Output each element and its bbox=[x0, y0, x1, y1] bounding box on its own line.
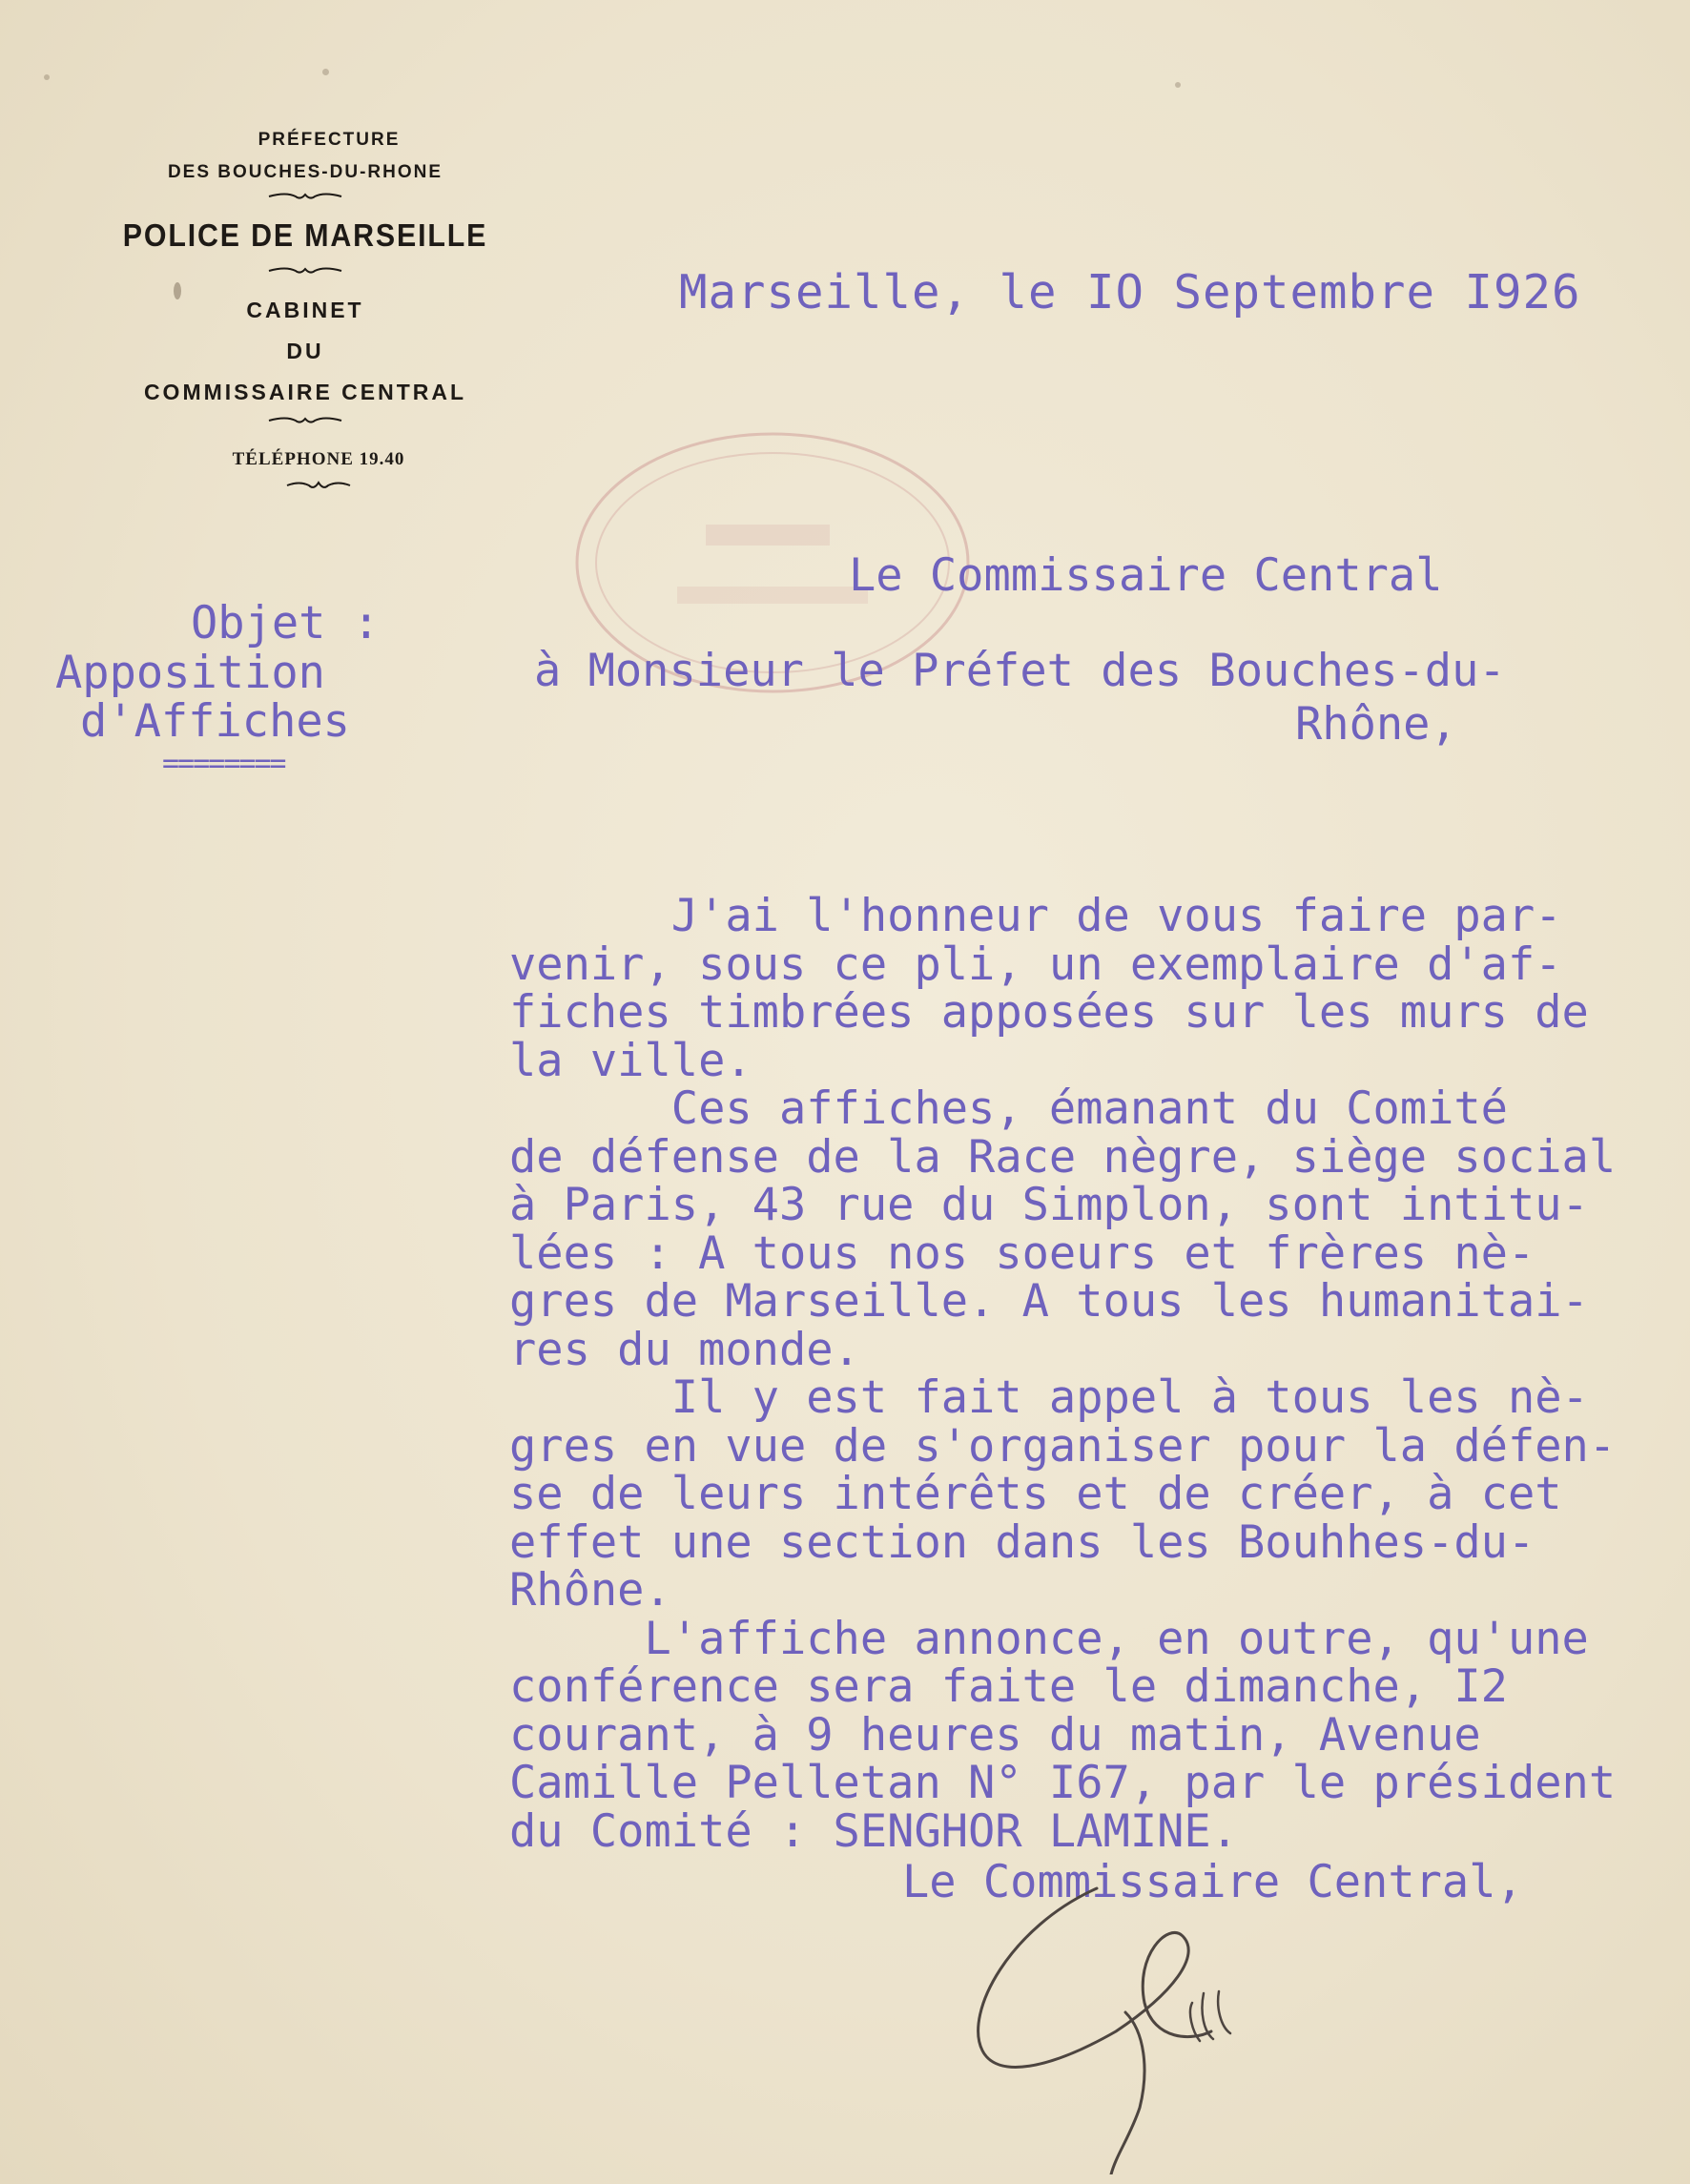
handwritten-signature bbox=[954, 1850, 1316, 2174]
body-line: se de leurs intérêts et de créer, à cet bbox=[509, 1468, 1562, 1520]
body-line: L'affiche annonce, en outre, qu'une bbox=[509, 1612, 1589, 1665]
body-line: J'ai l'honneur de vous faire par- bbox=[509, 890, 1562, 942]
paper-spot bbox=[1175, 82, 1181, 88]
subject-underline: ======== bbox=[162, 747, 285, 781]
ornament-divider-icon bbox=[95, 189, 515, 208]
body-line: Ces affiches, émanant du Comité bbox=[509, 1082, 1508, 1135]
letterhead-telephone: TÉLÉPHONE 19.40 bbox=[232, 449, 405, 469]
body-line: Camille Pelletan N° I67, par le président bbox=[509, 1757, 1617, 1809]
sender-title: Le Commissaire Central bbox=[849, 549, 1443, 602]
letterhead-du: DU bbox=[286, 339, 324, 363]
letterhead-department: DES BOUCHES-DU-RHONE bbox=[167, 162, 443, 182]
body-line: res du monde. bbox=[509, 1323, 860, 1376]
body-line: la ville. bbox=[509, 1034, 752, 1087]
closing-signature-title: Le Commissaire Central, bbox=[902, 1856, 1523, 1908]
paper-spot bbox=[174, 282, 181, 299]
ornament-divider-icon bbox=[95, 263, 515, 282]
body-line: à Paris, 43 rue du Simplon, sont intitu- bbox=[509, 1179, 1589, 1231]
letterhead-commissaire: COMMISSAIRE CENTRAL bbox=[143, 380, 467, 404]
recipient-line-1: à Monsieur le Préfet des Bouches-du- bbox=[534, 645, 1506, 697]
body-line: gres de Marseille. A tous les humanitai- bbox=[509, 1275, 1589, 1328]
body-line: lées : A tous nos soeurs et frères nè- bbox=[509, 1226, 1535, 1280]
body-line: courant, à 9 heures du matin, Avenue bbox=[509, 1708, 1481, 1762]
body-line: fiches timbrées apposées sur les murs de bbox=[509, 986, 1589, 1039]
letterhead-prefecture: PRÉFECTURE bbox=[258, 130, 401, 150]
letter-body bbox=[509, 890, 1682, 1858]
subject-block bbox=[55, 599, 399, 780]
body-line: du Comité : SENGHOR LAMINE. bbox=[509, 1804, 1239, 1858]
body-line: Rhône. bbox=[509, 1564, 671, 1617]
body-line: venir, sous ce pli, un exemplaire d'af- bbox=[509, 937, 1562, 991]
paper-spot bbox=[322, 69, 329, 75]
letter-date: Marseille, le IO Septembre I926 bbox=[679, 265, 1581, 319]
subject-label: Objet : bbox=[191, 597, 381, 649]
body-line: de défense de la Race nègre, siège social bbox=[509, 1130, 1617, 1184]
letterhead-cabinet: CABINET bbox=[246, 298, 364, 322]
body-line: conférence sera faite le dimanche, I2 bbox=[509, 1660, 1508, 1713]
body-line: effet une section dans les Bouhhes-du- bbox=[509, 1515, 1535, 1569]
subject-line-1: Apposition bbox=[55, 646, 325, 699]
subject-line-2: d'Affiches bbox=[80, 695, 350, 749]
recipient-line-2: Rhône, bbox=[1295, 698, 1457, 751]
ornament-divider-icon bbox=[95, 413, 515, 432]
body-line: gres en vue de s'organiser pour la défen- bbox=[509, 1419, 1617, 1473]
paper-spot bbox=[44, 74, 50, 80]
body-line: Il y est fait appel à tous les nè- bbox=[509, 1371, 1589, 1424]
letterhead-police: POLICE DE MARSEILLE bbox=[122, 217, 488, 253]
ornament-divider-icon bbox=[122, 478, 515, 497]
letterhead bbox=[95, 130, 515, 497]
